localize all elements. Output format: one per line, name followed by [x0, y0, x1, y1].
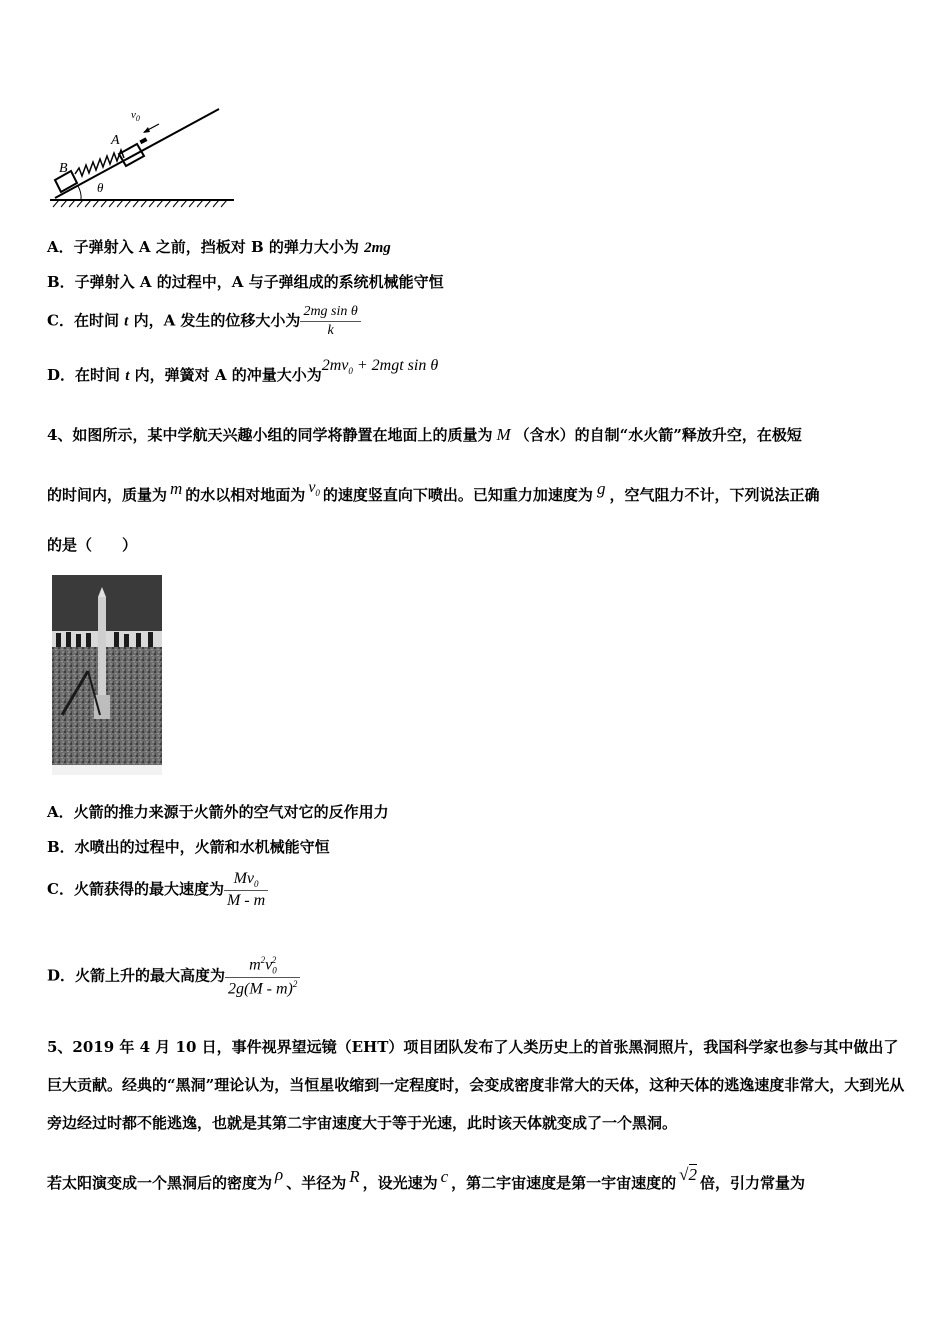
v0-label: $v_0$: [131, 109, 140, 123]
q5-paragraph: 5、2019 年 4 月 10 日，事件视界望远镜（EHT）项目团队发布了人类历史上的首张黑洞照片，我国科学家也参与其中做出了巨大贡献。经典的“黑洞”理论认为，当恒星收缩到一定程度时，会变成密度非常大的天体，这种天体的逃逸速度非常大，大到光从旁边经过时都不能逃逸，也就是其第二宇宙速度大于等于光速，此时该天体就变成了一个黑洞。: [47, 1038, 905, 1132]
q5-line4: [47, 1165, 806, 1193]
q5-radius-R: R: [349, 1167, 360, 1186]
q3-option-d-t: t: [125, 368, 130, 384]
q5-light-speed-c: c: [440, 1167, 449, 1186]
q4-mass-m: m: [170, 479, 183, 498]
q5-line4-a: 若太阳演变成一个黑洞后的密度为: [47, 1174, 273, 1192]
q4-option-c-numerator: $Mv_0$: [224, 870, 268, 891]
q4-line1-b: （含水）的自制“水火箭”释放升空，在极短: [514, 426, 802, 444]
q4-v0: $v_0$: [308, 479, 320, 499]
q5-line4-b: 、半径为: [286, 1174, 347, 1192]
q4-option-c: [47, 870, 268, 910]
q3-option-b: B．子弹射入 A 的过程中，A 与子弹组成的系统机械能守恒: [47, 273, 444, 291]
water-rocket-photo: [52, 575, 162, 775]
q3-option-a-math: 2mg: [364, 240, 391, 256]
q4-option-b: B．水喷出的过程中，火箭和水机械能守恒: [47, 838, 330, 856]
incline-spring-figure: [47, 104, 242, 212]
q3-option-d-pre: D．在时间: [47, 366, 126, 384]
q4-option-d: [47, 955, 300, 998]
q4-line2-c: 的速度竖直向下喷出。已知重力加速度为: [322, 486, 593, 504]
q5-rho: ρ: [275, 1165, 284, 1184]
q4-line2-a: 的时间内，质量为: [47, 486, 168, 504]
q4-option-d-fraction: [225, 955, 300, 998]
label-A: A: [111, 133, 120, 148]
q3-option-a-text: A．子弹射入 A 之前，挡板对 B 的弹力大小为: [47, 238, 365, 256]
q5-line4-d: ，第二宇宙速度是第一宇宙速度的: [451, 1174, 677, 1192]
q4-option-c-denominator: M - m: [226, 892, 266, 910]
q3-option-c-post: 内，A 发生的位移大小为: [128, 311, 301, 330]
q4-stem-line1: [47, 424, 802, 445]
q4-option-d-text: D．火箭上升的最大高度为: [47, 966, 226, 985]
q3-option-c-t: t: [124, 313, 129, 330]
q4-line2-d: ，空气阻力不计，下列说法正确: [609, 486, 820, 504]
q3-option-d: [47, 357, 439, 386]
q3-option-d-post: 内，弹簧对 A 的冲量大小为: [129, 366, 322, 384]
q3-option-c-denominator: k: [327, 323, 334, 338]
q4-option-a: A．火箭的推力来源于火箭外的空气对它的反作用力: [47, 803, 389, 821]
q5-line4-c: ，设光速为: [362, 1174, 438, 1192]
q4-mass-M: M: [496, 425, 511, 444]
q4-line1-a: 4、如图所示，某中学航天兴趣小组的同学将静置在地面上的质量为: [47, 426, 493, 444]
q4-line2-b: 的水以相对地面为: [185, 486, 306, 504]
q4-stem-line3: 的是（ ）: [47, 536, 138, 554]
q3-option-d-math: $2mv_0 + 2mgt$ sin θ: [321, 357, 439, 377]
q4-stem-line2: [47, 479, 820, 506]
q3-option-c-numerator: 2mg sin θ: [300, 304, 360, 322]
label-theta: θ: [97, 180, 104, 195]
q3-option-c: [47, 304, 361, 339]
q4-option-d-numerator: $m^2v_0^2$: [225, 955, 300, 978]
label-B: B: [59, 161, 68, 176]
q4-option-c-fraction: [224, 870, 268, 910]
q5-line4-e: 倍，引力常量为: [700, 1174, 806, 1192]
q3-option-c-fraction: [300, 304, 360, 339]
q4-option-c-text: C．火箭获得的最大速度为: [47, 880, 224, 899]
q5-sqrt2: √2: [679, 1165, 698, 1184]
q3-option-c-pre: C．在时间: [47, 311, 125, 330]
q3-option-a: [47, 236, 391, 257]
q4-gravity-g: g: [596, 479, 606, 498]
q4-option-d-denominator: 2g(M - m)$^2$: [228, 978, 298, 997]
